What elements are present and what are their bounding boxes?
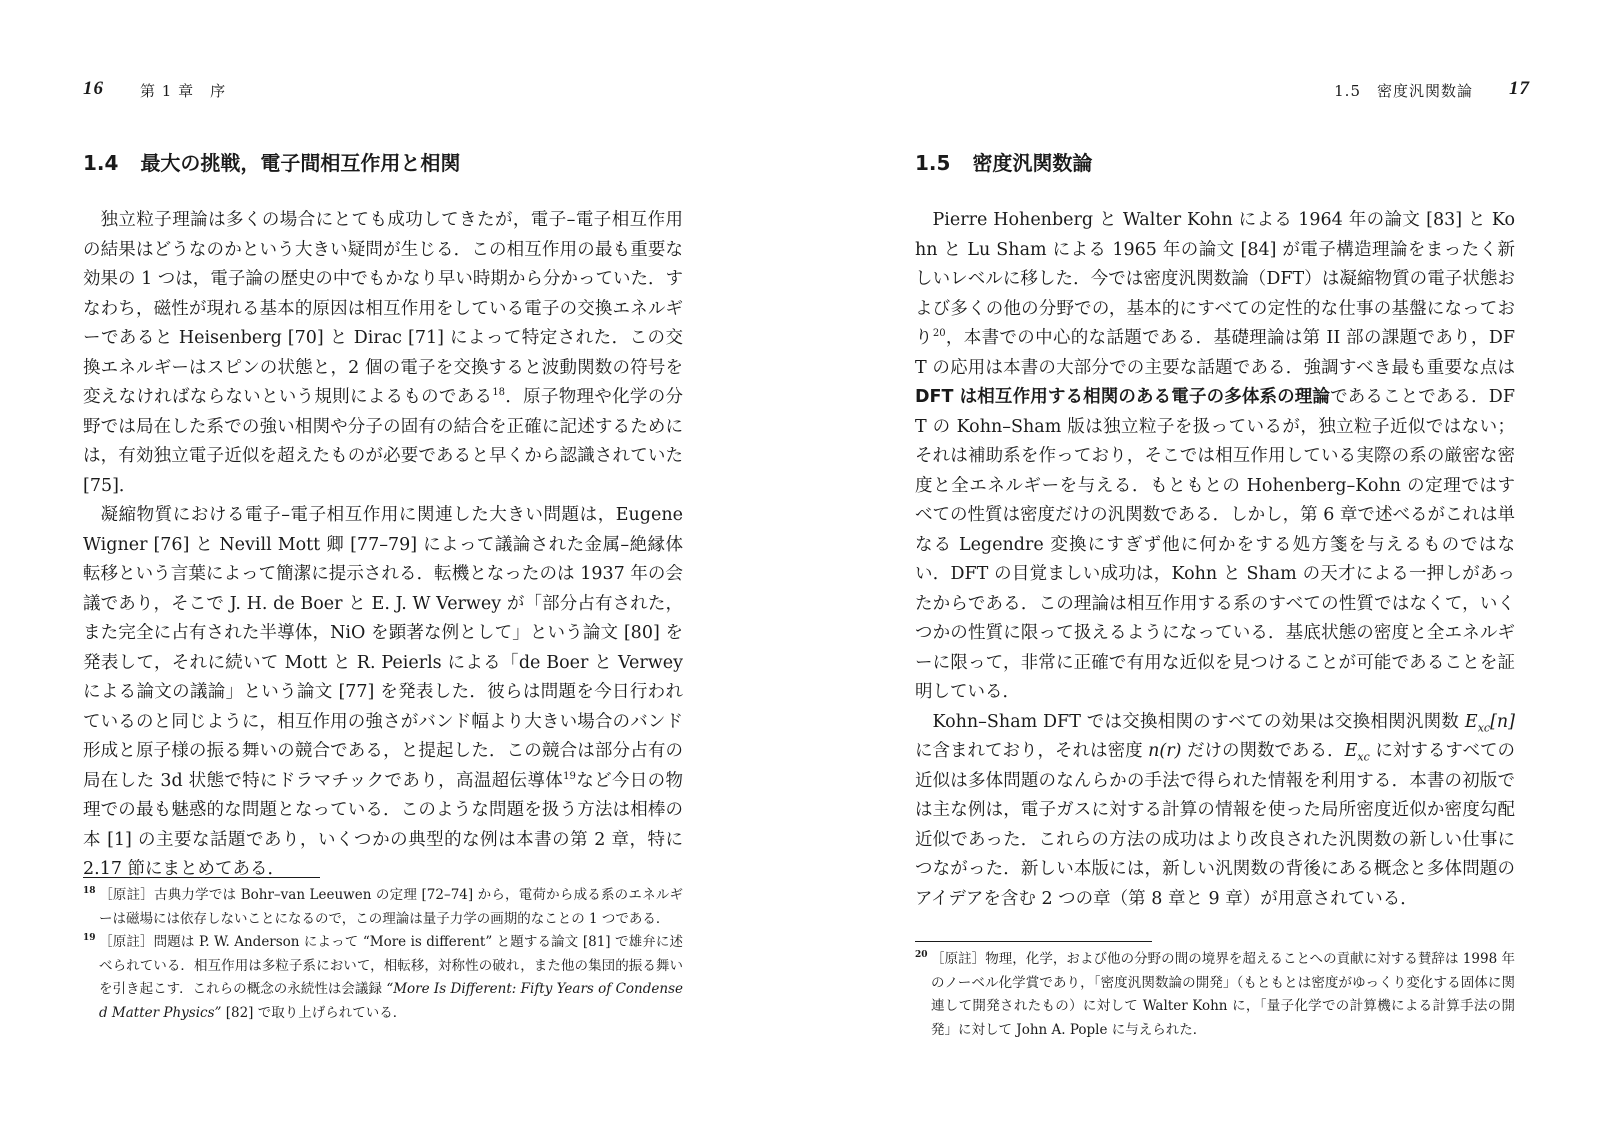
paragraph: 凝縮物質における電子–電子相互作用に関連した大きい問題は，Eugene Wigner [76] と Nevill Mott 卿 [77–79] によって議論された金属–絶縁体転移という言葉によって簡潔に提示される．転機となったのは 1937 年の会議であり，そこで J. H. de Boer と E. J. W Verwey が「部分占有された，また完全に占有された半導体，NiO を顕著な例として」という論文 [80] を発表して，それに続いて Mott と R. Peierls による「de Boer と Verwey による論文の議論」という論文 [77] を発表した．彼らは問題を今日行われているのと同じように，相互作用の強さがバンド幅より大きい場合のバンド形成と原子様の振る舞いの競合である，と提起した．この競合は部分占有の局在した 3d 状態で特にドラマチックであり，高温超伝導体$^{19}$など今日の物理での最も魅惑的な問題となっている．このような問題を扱う方法は相棒の本 [1] の主要な話題であり，いくつかの典型的な例は本書の第 2 章，特に 2.17 節にまとめてある． <box>83 505 684 879</box>
footnote-mark: 20 <box>915 950 928 960</box>
running-head: 第 1 章 序 <box>140 82 227 100</box>
footnote-mark: 19 <box>83 933 96 943</box>
section-number: 1.4 <box>83 151 119 175</box>
paragraph: Kohn–Sham DFT では交換相関のすべての効果は交換相関汎関数 $E_{xc}[n]$ に含まれており，それは密度 n(r) だけの関数である．$E_{xc}$ に対するすべての近似は多体問題のなんらかの手法で得られた情報を利用する．本書の初版では主な例は，電子ガスに対する計算の情報を使った局所密度近似か密度勾配近似であった．これらの方法の成功はより改良された汎関数の新しい仕事につながった．新しい本版には，新しい汎関数の背後にある概念と多体問題のアイデアを含む 2 つの章（第 8 章と 9 章）が用意されている． <box>915 711 1516 909</box>
section-number: 1.5 <box>915 151 951 175</box>
emphasis: DFT は相互作用する相関のある電子の多体系の理論 <box>915 387 1331 407</box>
footnote-divider <box>915 941 1152 942</box>
running-head: 1.5 密度汎関数論 <box>1334 82 1473 100</box>
math-density: n(r) <box>1148 741 1182 761</box>
right-page <box>809 0 1618 1130</box>
footnote: 19 ［原註］問題は P. W. Anderson によって “More is different” と題する論文 [81] で雄弁に述べられている．相互作用は多粒子系において，相転移，対称性の破れ，また他の集団的振る舞いを引き起こす．これらの概念の永続性は会議録 “More Is Different: Fifty Years of Condensed Matter Physics” [82] で取り上げられている． <box>83 933 683 1021</box>
section-heading <box>83 147 460 176</box>
footnote-divider <box>83 877 320 878</box>
paragraph: 独立粒子理論は多くの場合にとても成功してきたが，電子–電子相互作用の結果はどうなのかという大きい疑問が生じる．この相互作用の最も重要な効果の 1 つは，電子論の歴史の中でもかなり早い時期から分かっていた．すなわち，磁性が現れる基本的原因は相互作用をしている電子の交換エネルギーであると Heisenberg [70] と Dirac [71] によって特定された．この交換エネルギーはスピンの状態と，2 個の電子を交換すると波動関数の符号を変えなければならないという規則によるものである$^{18}$．原子物理や化学の分野では局在した系での強い相関や分子の固有の結合を正確に記述するためには，有効独立電子近似を超えたものが必要であると早くから認識されていた [75]． <box>83 210 684 496</box>
footnotes <box>915 948 1515 1042</box>
footnote-ref: 19 <box>563 770 576 782</box>
footnotes <box>83 884 683 1025</box>
footnote-ref: 20 <box>932 328 946 340</box>
footnote-mark: 18 <box>83 886 96 896</box>
math-exc: $E_{xc}[n]$ <box>1464 711 1515 734</box>
section-heading <box>915 147 1092 176</box>
math-exc: $E_{xc}$ <box>1344 741 1370 764</box>
section-title: 最大の挑戦，電子間相互作用と相関 <box>140 151 461 175</box>
paragraph: Pierre Hohenberg と Walter Kohn による 1964 年の論文 [83] と Kohn と Lu Sham による 1965 年の論文 [84] が電子構造理論をまったく新しいレベルに移した．今では密度汎関数論（DFT）は凝縮物質の電子状態および多くの他の分野での，基本的にすべての定性的な仕事の基盤になっており$^{20}$，本書での中心的な話題である．基礎理論は第 II 部の課題であり，DFT の応用は本書の大部分での主要な話題である．強調すべき最も重要な点はDFT は相互作用する相関のある電子の多体系の理論であることである．DFT の Kohn–Sham 版は独立粒子を扱っているが，独立粒子近似ではない；それは補助系を作っており，そこでは相互作用している実際の系の厳密な密度と全エネルギーを与える．もともとの Hohenberg–Kohn の定理ではすべての性質は密度だけの汎関数である．しかし，第 6 章で述べるがこれは単なる Legendre 変換にすぎず他に何かをする処方箋を与えるものではない．DFT の目覚ましい成功は，Kohn と Sham の天才による一押しがあったからである．この理論は相互作用する系のすべての性質ではなくて，いくつかの性質に限って扱えるようになっている．基底状態の密度と全エネルギーに限って，非常に正確で有用な近似を見つけることが可能であることを証明している． <box>915 210 1516 702</box>
page-number: 17 <box>1509 78 1530 99</box>
page-number: 16 <box>83 78 104 99</box>
body-text <box>915 206 1515 914</box>
footnote: 18 ［原註］古典力学では Bohr–van Leeuwen の定理 [72–74] から，電荷から成る系のエネルギーは磁場には依存しないことになるので，この理論は量子力学の画期的なことの 1 つである． <box>83 886 683 927</box>
body-text <box>83 206 683 885</box>
cited-title: “More Is Different: Fifty Years of Condensed Matter Physics” <box>99 981 683 1021</box>
section-title: 密度汎関数論 <box>972 151 1093 175</box>
footnote: 20 ［原註］物理，化学，および他の分野の間の境界を超えることへの貢献に対する賛辞は 1998 年のノーベル化学賞であり，「密度汎関数論の開発」（もともとは密度がゆっくり変化する固体に関連して開発されたもの）に対して Walter Kohn に，「量子化学での計算機による計算手法の開発」に対して John A. Pople に与えられた． <box>915 950 1515 1038</box>
footnote-ref: 18 <box>492 387 506 399</box>
